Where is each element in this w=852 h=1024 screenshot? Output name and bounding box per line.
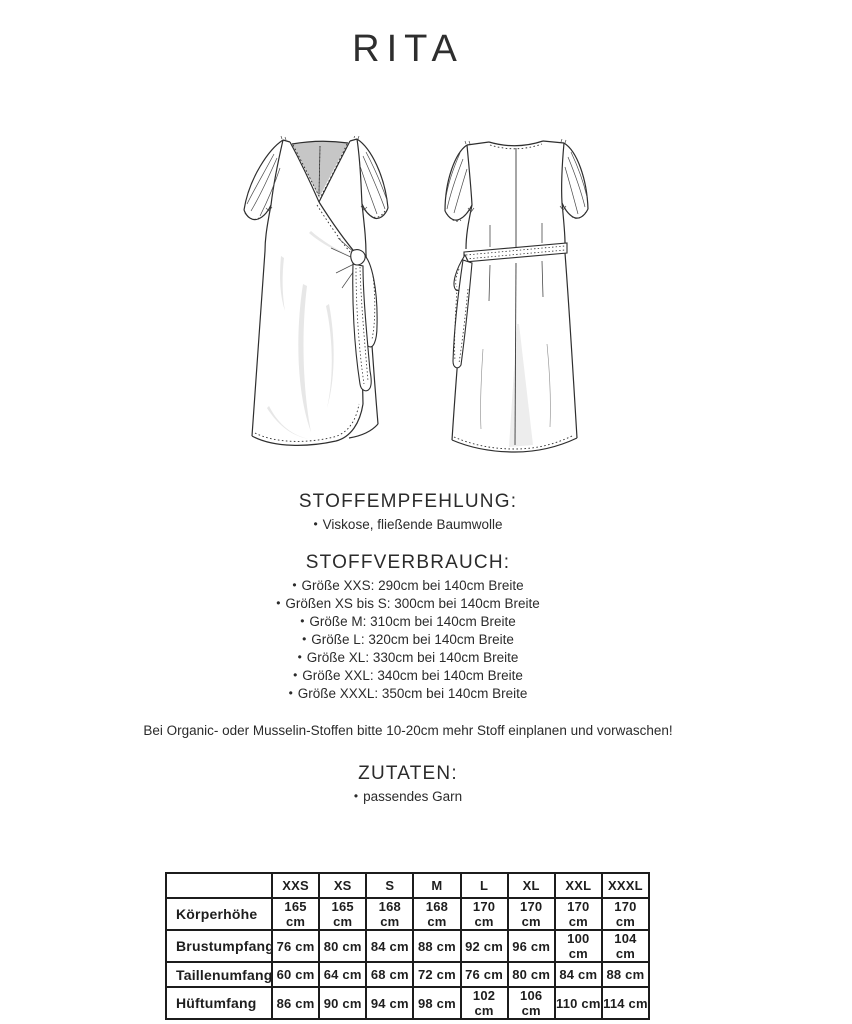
measurement-value: 68 cm — [366, 962, 413, 987]
size-table-row — [166, 962, 649, 987]
list-item — [0, 516, 816, 534]
back-waist-tie — [453, 243, 567, 368]
list-item-text: Größe XXXL: 350cm bei 140cm Breite — [297, 686, 528, 701]
list-item — [0, 649, 816, 667]
bullet-icon: • — [300, 614, 305, 628]
section-notions — [0, 763, 816, 806]
list-item-text: Größen XS bis S: 300cm bei 140cm Breite — [285, 596, 540, 611]
measurement-value: 72 cm — [413, 962, 460, 987]
size-column-header: XXL — [555, 873, 602, 898]
dress-back-technical-drawing — [443, 139, 591, 454]
bullet-icon: • — [353, 789, 359, 803]
measurement-value: 114 cm — [602, 987, 649, 1019]
measurement-value: 100 cm — [555, 930, 602, 962]
measurement-value: 80 cm — [319, 930, 366, 962]
measurement-value: 165 cm — [272, 898, 319, 930]
list-item — [0, 685, 816, 703]
measurement-value: 84 cm — [366, 930, 413, 962]
size-column-header: L — [461, 873, 508, 898]
bullet-icon: • — [276, 596, 281, 610]
size-column-header — [166, 873, 272, 898]
front-drape-shading — [267, 231, 353, 439]
list-item — [0, 577, 816, 595]
size-table — [165, 872, 650, 1020]
measurement-value: 76 cm — [272, 930, 319, 962]
size-table-row — [166, 987, 649, 1019]
measurement-value: 88 cm — [413, 930, 460, 962]
measurement-value: 168 cm — [366, 898, 413, 930]
measurement-value: 60 cm — [272, 962, 319, 987]
size-column-header: S — [366, 873, 413, 898]
list-item-text: Größe M: 310cm bei 140cm Breite — [309, 614, 516, 629]
bullet-icon: • — [288, 686, 293, 700]
measurement-label: Taillenumfang — [166, 962, 272, 987]
dress-front-technical-drawing — [239, 136, 391, 453]
fabric-note: Bei Organic- oder Musselin-Stoffen bitte 10-20cm mehr Stoff einplanen und vorwaschen! — [143, 723, 673, 738]
measurement-value: 86 cm — [272, 987, 319, 1019]
list-item — [0, 667, 816, 685]
section-fabric-recommendation — [0, 491, 816, 534]
measurement-value: 98 cm — [413, 987, 460, 1019]
list-item-text: Viskose, fließende Baumwolle — [322, 517, 503, 532]
fabric-usage-list — [0, 577, 816, 703]
measurement-value: 80 cm — [508, 962, 555, 987]
measurement-value: 88 cm — [602, 962, 649, 987]
measurement-label: Brustumpfang — [166, 930, 272, 962]
section-heading: STOFFEMPFEHLUNG: — [298, 491, 518, 512]
measurement-value: 168 cm — [413, 898, 460, 930]
fabric-recommendation-list — [0, 516, 816, 534]
list-item — [0, 788, 816, 806]
back-skirt-shading — [509, 324, 533, 447]
measurement-value: 102 cm — [461, 987, 508, 1019]
measurement-value: 170 cm — [461, 898, 508, 930]
measurement-value: 90 cm — [319, 987, 366, 1019]
size-column-header: XXS — [272, 873, 319, 898]
size-column-header: M — [413, 873, 460, 898]
bullet-icon: • — [293, 668, 298, 682]
measurement-value: 96 cm — [508, 930, 555, 962]
bullet-icon: • — [313, 517, 318, 531]
measurement-value: 76 cm — [461, 962, 508, 987]
section-heading: ZUTATEN: — [358, 763, 458, 784]
bullet-icon: • — [302, 632, 307, 646]
list-item-text: passendes Garn — [363, 789, 463, 804]
list-item — [0, 631, 816, 649]
measurement-label: Körperhöhe — [166, 898, 272, 930]
page-title: RITA — [352, 28, 464, 70]
notions-list — [0, 788, 816, 806]
size-table-header-row — [166, 873, 649, 898]
list-item-text: Größe XL: 330cm bei 140cm Breite — [306, 650, 519, 665]
measurement-value: 92 cm — [461, 930, 508, 962]
measurement-value: 84 cm — [555, 962, 602, 987]
list-item-text: Größe XXL: 340cm bei 140cm Breite — [302, 668, 523, 683]
measurement-value: 170 cm — [602, 898, 649, 930]
measurement-value: 94 cm — [366, 987, 413, 1019]
list-item — [0, 595, 816, 613]
bullet-icon: • — [292, 578, 297, 592]
list-item-text: Größe XXS: 290cm bei 140cm Breite — [301, 578, 524, 593]
list-item-text: Größe L: 320cm bei 140cm Breite — [311, 632, 514, 647]
measurement-label: Hüftumfang — [166, 987, 272, 1019]
size-column-header: XS — [319, 873, 366, 898]
measurement-value: 64 cm — [319, 962, 366, 987]
measurement-value: 104 cm — [602, 930, 649, 962]
size-table-row — [166, 898, 649, 930]
size-table-row — [166, 930, 649, 962]
measurement-value: 170 cm — [508, 898, 555, 930]
section-heading: STOFFVERBRAUCH: — [305, 552, 511, 573]
bullet-icon: • — [297, 650, 302, 664]
section-fabric-usage — [0, 552, 816, 703]
measurement-value: 106 cm — [508, 987, 555, 1019]
size-column-header: XXXL — [602, 873, 649, 898]
measurement-value: 110 cm — [555, 987, 602, 1019]
measurement-value: 170 cm — [555, 898, 602, 930]
size-column-header: XL — [508, 873, 555, 898]
size-table-body — [166, 898, 649, 1019]
list-item — [0, 613, 816, 631]
measurement-value: 165 cm — [319, 898, 366, 930]
